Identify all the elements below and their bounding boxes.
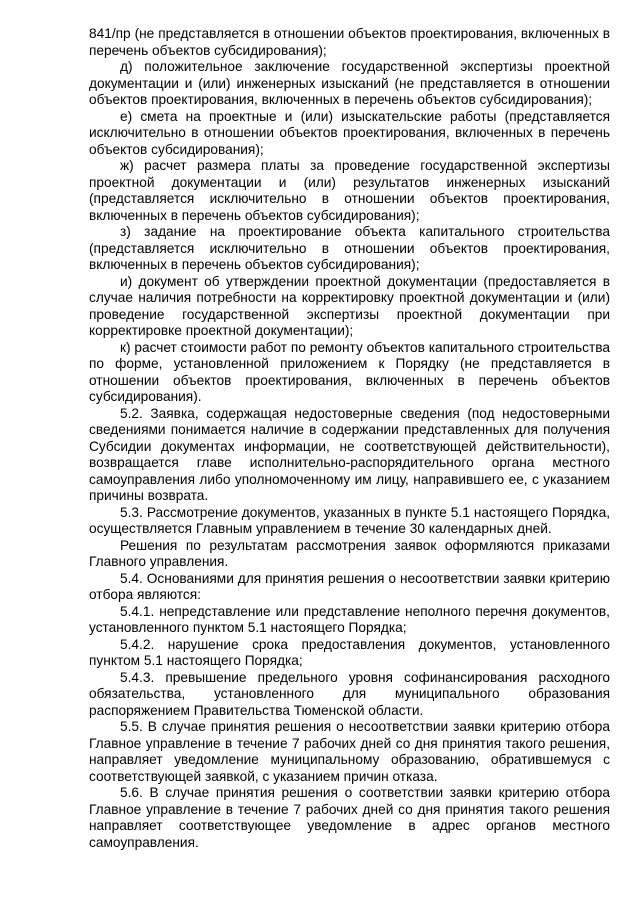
paragraph-item-k: к) расчет стоимости работ по ремонту объектов капитального строительства по форме, установленной приложением к Порядку (не представляется в отношении объектов проектирования, включенных в перечень объектов субсидирования). bbox=[89, 339, 610, 404]
paragraph-item-zh: ж) расчет размера платы за проведение государственной экспертизы проектной документации и (или) результатов инженерных изысканий (представляется исключительно в отношении объектов проектирования, включенных в перечень объектов субсидирования); bbox=[89, 158, 610, 223]
paragraph-5-4-3: 5.4.3. превышение предельного уровня софинансирования расходного обязательства, установленного для муниципального образования распоряжением Правительства Тюменской области. bbox=[89, 669, 610, 718]
paragraph-5-4-1: 5.4.1. непредставление или представление неполного перечня документов, установленного пунктом 5.1 настоящего Порядка; bbox=[89, 603, 610, 635]
paragraph-continuation: 841/пр (не представляется в отношении объектов проектирования, включенных в перечень объектов субсидирования); bbox=[89, 26, 610, 58]
paragraph-decisions: Решения по результатам рассмотрения заявок оформляются приказами Главного управления. bbox=[89, 537, 610, 569]
paragraph-item-i: и) документ об утверждении проектной документации (предоставляется в случае наличия потребности на корректировку проектной документации и (или) проведение государственной экспертизы проектной документации при корректировке проектной документации); bbox=[89, 273, 610, 338]
paragraph-5-4: 5.4. Основаниями для принятия решения о несоответствии заявки критерию отбора являются: bbox=[89, 570, 610, 602]
paragraph-item-e: е) смета на проектные и (или) изыскательские работы (представляется исключительно в отношении объектов проектирования, включенных в перечень объектов субсидирования); bbox=[89, 108, 610, 157]
paragraph-5-3: 5.3. Рассмотрение документов, указанных в пункте 5.1 настоящего Порядка, осуществляется Главным управлением в течение 30 календарных дней. bbox=[89, 504, 610, 536]
paragraph-5-5: 5.5. В случае принятия решения о несоответствии заявки критерию отбора Главное управление в течение 7 рабочих дней со дня принятия такого решения, направляет уведомление муниципальному образованию, обратившемуся с соответствующей заявкой, с указанием причин отказа. bbox=[89, 719, 610, 784]
paragraph-5-6: 5.6. В случае принятия решения о соответствии заявки критерию отбора Главное управление в течение 7 рабочих дней со дня принятия такого решения направляет соответствующее уведомление в адрес органов местного самоуправления. bbox=[89, 785, 610, 850]
paragraph-5-4-2: 5.4.2. нарушение срока предоставления документов, установленного пунктом 5.1 настоящего Порядка; bbox=[89, 636, 610, 668]
paragraph-5-2: 5.2. Заявка, содержащая недостоверные сведения (под недостоверными сведениями понимается наличие в содержании представленных для получения Субсидии документах информации, не соответствующей действительности), возвращается главе исполнительно-распорядительного органа местного самоуправления либо уполномоченному им лицу, направившего ее, с указанием причины возврата. bbox=[89, 405, 610, 503]
paragraph-item-z: з) задание на проектирование объекта капитального строительства (представляется исключительно в отношении объектов проектирования, включенных в перечень объектов субсидирования); bbox=[89, 224, 610, 272]
paragraph-item-d: д) положительное заключение государственной экспертизы проектной документации и (или) инженерных изысканий (не представляется в отношении объектов проектирования, включенных в перечень объектов субсидирования); bbox=[89, 59, 610, 107]
